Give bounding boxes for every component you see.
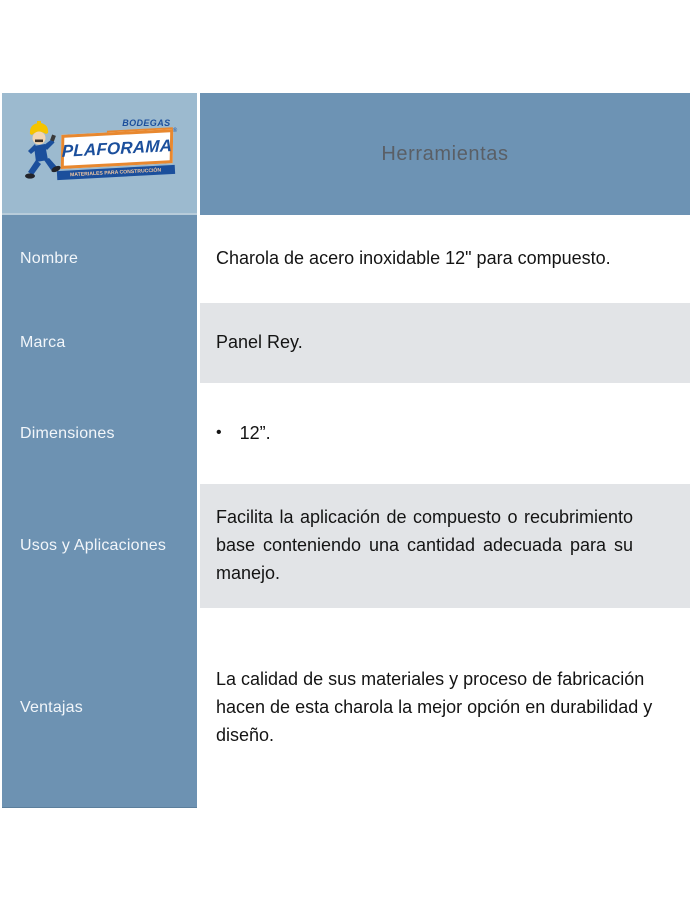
table-row-usos xyxy=(2,484,690,608)
table-row-ventajas xyxy=(2,608,690,808)
row-value-cell xyxy=(200,303,690,383)
logo-brand-text: PLAFORAMA xyxy=(61,136,172,161)
bullet-icon: • xyxy=(216,424,222,442)
logo-cell xyxy=(2,93,197,215)
row-value: Facilita la aplicación de compuesto o recubrimiento base conteniendo una cantidad adecuada para su manejo. xyxy=(216,507,633,583)
row-label: Usos y Aplicaciones xyxy=(2,484,197,608)
table-row-marca xyxy=(2,303,690,383)
registered-mark: ® xyxy=(172,127,177,135)
spec-table xyxy=(2,93,690,808)
row-value: Charola de acero inoxidable 12" para compuesto. xyxy=(216,248,611,269)
row-value-cell xyxy=(200,608,690,808)
row-label: Dimensiones xyxy=(2,383,197,484)
plaforama-logo xyxy=(25,118,175,188)
category-header-cell xyxy=(200,93,690,215)
worker-mascot-icon xyxy=(23,120,63,186)
row-value: 12”. xyxy=(239,422,271,443)
table-row-nombre xyxy=(2,215,690,303)
row-value-cell xyxy=(200,215,690,303)
row-value: Panel Rey. xyxy=(216,332,303,353)
row-value-cell xyxy=(200,484,690,608)
logo-wordmark-box xyxy=(60,127,177,169)
row-value: La calidad de sus materiales y proceso de fabricación hacen de esta charola la mejor opción en durabilidad y diseño. xyxy=(216,669,653,745)
row-label: Nombre xyxy=(2,215,197,303)
row-value-cell xyxy=(200,383,690,484)
table-row-dimensiones xyxy=(2,383,690,484)
row-label: Ventajas xyxy=(2,608,197,808)
logo-tagline-text: MATERIALES PARA CONSTRUCCIÓN xyxy=(69,167,162,178)
row-label: Marca xyxy=(2,303,197,383)
logo-bodegas-text: BODEGAS xyxy=(122,118,171,128)
category-title: Herramientas xyxy=(381,142,509,165)
table-header-row xyxy=(2,93,690,215)
